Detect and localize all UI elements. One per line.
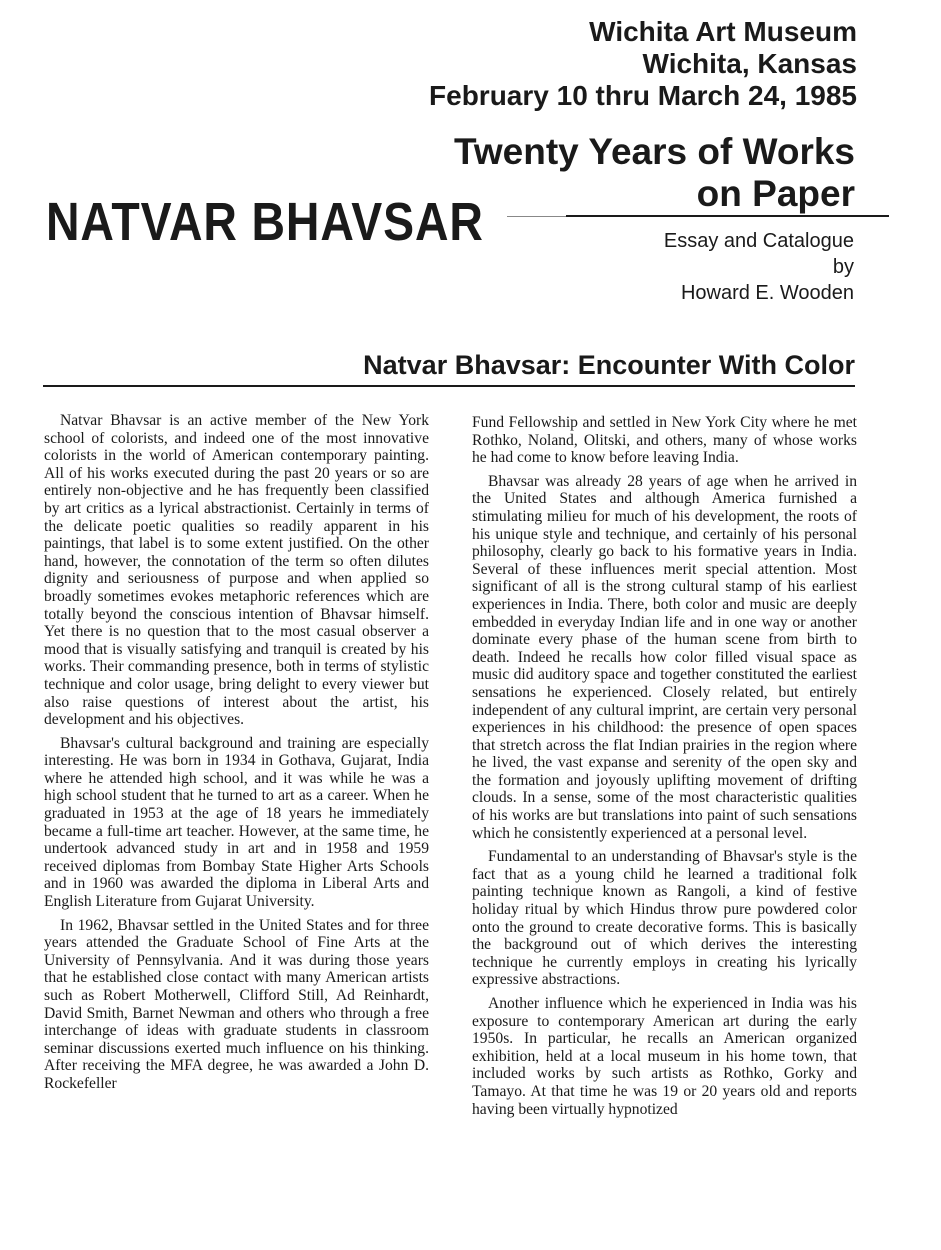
essay-label: Essay and Catalogue xyxy=(663,230,854,252)
essay-heading: Natvar Bhavsar: Encounter With Color xyxy=(363,350,855,380)
title-divider xyxy=(566,215,889,217)
author-name: Howard E. Wooden xyxy=(680,282,854,304)
by-label: by xyxy=(832,256,854,278)
paragraph: Bhavsar was already 28 years of age when he arrived in the United States and although America furnished a stimulating milieu for much of his development, the roots of his unique style and technique, and certainly of his personal philosophy, clearly go back to his formative years in India. Several of these influences merit special attention. Most significant of all is the strong cultural stamp of his earliest experiences in India. There, both color and music are deeply embedded in everyday Indian life and in one way or another dominate every phase of the human scene from birth to death. Indeed he recalls how color filled visual space as music did auditory space and together constituted the earliest sensations he experienced. Closely related, but entirely independent of any cultural imprint, are certain very personal experiences in his childhood: the presence of open spaces that stretch across the flat Indian prairies in the region where he lived, the vast expanse and serenity of the open sky and the formation and joyously uplifting movement of drifting clouds. In a sense, some of the most characteristic qualities of his works are but translations into paint of such sensations which he consistently experienced at a personal level. xyxy=(472,472,857,842)
paragraph: Another influence which he experienced in India was his exposure to contemporary American art during the early 1950s. In particular, he recalls an American organized exhibition, held at a local museum in his home town, that included works by such artists as Rothko, Gorky and Tamayo. At that time he was 19 or 20 years old and reports having been virtually hypnotized xyxy=(472,995,857,1118)
heading-divider xyxy=(43,385,855,387)
paragraph: Natvar Bhavsar is an active member of the New York school of colorists, and indeed one of the most innovative colorists in the world of American contemporary painting. All of his works executed during the past 20 years or so are entirely non-objective and he has frequently been classified by art critics as a lyrical abstractionist. Certainly in terms of the delicate poetic qualities so readily apparent in his paintings, that label is to some extent justified. On the other hand, however, the connotation of the term so often dilutes dignity and seriousness of purpose and when applied so broadly sometimes evokes metaphoric references which are totally beyond the conscious intention of Bhavsar himself. Yet there is no question that to the most casual observer a mood that is visually satisfying and tranquil is created by his works. Their commanding presence, both in terms of stylistic technique and color usage, bring delight to every viewer but also raise questions of interest about the artist, his development and his objectives. xyxy=(44,412,429,729)
title-divider-thin xyxy=(507,216,567,217)
paragraph-continuation: Fund Fellowship and settled in New York City where he met Rothko, Noland, Olitski, and others, many of whose works he had come to know before leaving India. xyxy=(472,414,857,467)
paragraph: Bhavsar's cultural background and training are especially interesting. He was born in 1934 in Gothava, Gujarat, India where he attended high school, and it was while he was a high school student that he turned to art as a career. When he graduated in 1953 at the age of 18 years he immediately became a full-time art teacher. However, at the same time, he undertook advanced study in art and in 1958 and 1959 received diplomas from Bombay State Higher Arts Schools and in 1960 was awarded the diploma in Liberal Arts and English Literature from Gujarat University. xyxy=(44,734,429,911)
right-column xyxy=(472,414,857,1124)
exhibition-dates: February 10 thru March 24, 1985 xyxy=(429,80,857,111)
paragraph: In 1962, Bhavsar settled in the United States and for three years attended the Graduate School of Fine Arts at the University of Pennsylvania. And it was during those years that he established close contact with many American artists such as Robert Motherwell, Clifford Still, Ad Reinhardt, David Smith, Barnet Newman and others who through a free interchange of ideas with graduate students in classroom seminar discussions exerted much influence on his thinking. After receiving the MFA degree, he was awarded a John D. Rockefeller xyxy=(44,916,429,1092)
paragraph: Fundamental to an understanding of Bhavsar's style is the fact that as a young child he learned a traditional folk painting technique known as Rangoli, a kind of festive holiday ritual by which Hindus throw pure powdered color onto the ground to create decorative forms. This is basically the background out of which derives the interesting technique he currently employs in creating his lyrically expressive abstractions. xyxy=(472,848,857,989)
museum-city: Wichita, Kansas xyxy=(642,48,857,79)
exhibition-title-line-2: on Paper xyxy=(696,173,855,214)
exhibition-title-line-1: Twenty Years of Works xyxy=(454,131,855,172)
museum-name: Wichita Art Museum xyxy=(589,16,857,47)
left-column xyxy=(44,412,429,1099)
artist-name: NATVAR BHAVSAR xyxy=(46,192,484,252)
